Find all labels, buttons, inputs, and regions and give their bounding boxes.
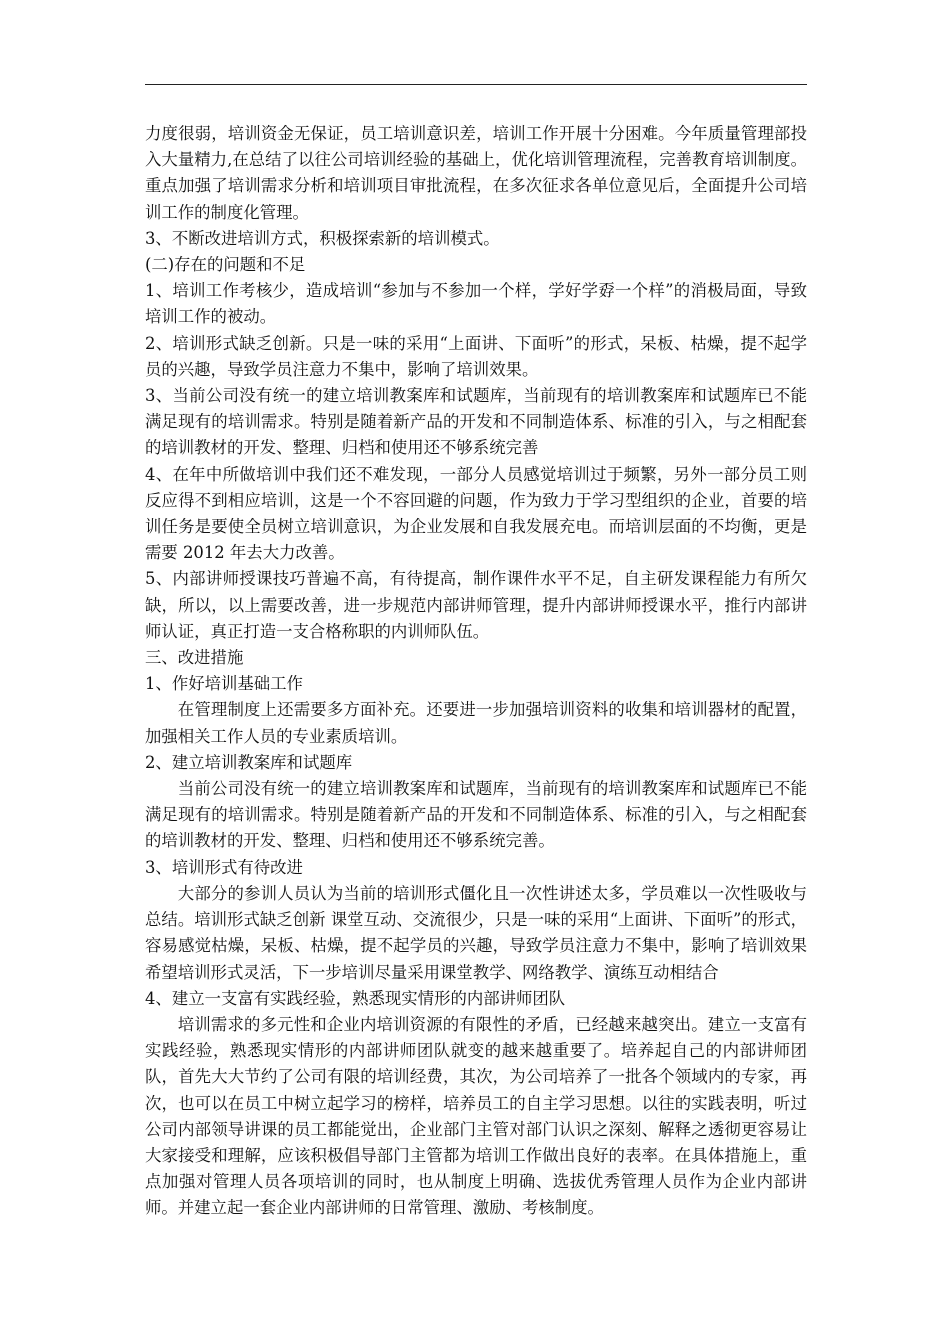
paragraph-problem-4: 4、在年中所做培训中我们还不难发现，一部分人员感觉培训过于频繁，另外一部分员工则反应得不到相应培训，这是一个不容回避的问题，作为致力于学习型组织的企业，首要的培训任务是要使全员树立培训意识，为企业发展和自我发展充电。而培训层面的不均衡，更是需要 2012 年去大力改善。 xyxy=(145,464,807,563)
paragraph-2: 3、不断改进培训方式，积极探索新的培训模式。 xyxy=(145,228,500,248)
header-rule xyxy=(145,84,807,85)
section-heading-measures: 三、改进措施 xyxy=(145,648,244,668)
measure-body-4: 培训需求的多元性和企业内培训资源的有限性的矛盾，已经越来越突出。建立一支富有实践经验，熟悉现实情形的内部讲师团队就变的越来越重要了。培养起自己的内部讲师团队，首先大大节约了公司有限的培训经费，其次，为公司培养了一批各个领域内的专家，再次，也可以在员工中树立起学习的榜样，培养员工的自主学习思想。以往的实践表明，听过公司内部领导讲课的员工都能觉出，企业部门主管对部门认识之深刻、解释之透彻更容易让大家接受和理解，应该积极倡导部门主管都为培训工作做出良好的表率。在具体措施上，重点加强对管理人员各项培训的同时，也从制度上明确、选拔优秀管理人员作为企业内部讲师。并建立起一套企业内部讲师的日常管理、激励、考核制度。 xyxy=(145,1014,807,1218)
paragraph-problem-1: 1、培训工作考核少，造成培训“参加与不参加一个样，学好学孬一个样”的消极局面，导致培训工作的被动。 xyxy=(145,281,807,327)
measure-heading-4: 4、建立一支富有实践经验，熟悉现实情形的内部讲师团队 xyxy=(145,988,566,1008)
document-body xyxy=(145,121,807,1222)
section-heading-problems: (二)存在的问题和不足 xyxy=(145,255,306,275)
measure-body-1: 在管理制度上还需要多方面补充。还要进一步加强培训资料的收集和培训器材的配置，加强相关工作人员的专业素质培训。 xyxy=(145,700,807,746)
measure-body-2: 当前公司没有统一的建立培训教案库和试题库，当前现有的培训教案库和试题库已不能满足现有的培训需求。特别是随着新产品的开发和不同制造体系、标准的引入，与之相配套的培训教材的开发、整理、归档和使用还不够系统完善。 xyxy=(145,779,807,851)
paragraph-problem-2: 2、培训形式缺乏创新。只是一味的采用“上面讲、下面听”的形式，呆板、枯燥，提不起学员的兴趣，导致学员注意力不集中，影响了培训效果。 xyxy=(145,333,807,379)
measure-heading-1: 1、作好培训基础工作 xyxy=(145,674,303,694)
measure-body-3: 大部分的参训人员认为当前的培训形式僵化且一次性讲述太多，学员难以一次性吸收与总结。培训形式缺乏创新 课堂互动、交流很少，只是一味的采用“上面讲、下面听”的形式，容易感觉枯燥，呆板、枯燥，提不起学员的兴趣，导致学员注意力不集中，影响了培训效果希望培训形式灵活，下一步培训尽量采用课堂教学、网络教学、演练互动相结合 xyxy=(145,883,807,982)
paragraph-problem-3: 3、当前公司没有统一的建立培训教案库和试题库，当前现有的培训教案库和试题库已不能满足现有的培训需求。特别是随着新产品的开发和不同制造体系、标准的引入，与之相配套的培训教材的开发、整理、归档和使用还不够系统完善 xyxy=(145,386,807,458)
paragraph-problem-5: 5、内部讲师授课技巧普遍不高，有待提高，制作课件水平不足，自主研发课程能力有所欠缺，所以，以上需要改善，进一步规范内部讲师管理，提升内部讲师授课水平，推行内部讲师认证，真正打造一支合格称职的内训师队伍。 xyxy=(145,569,807,641)
measure-heading-2: 2、建立培训教案库和试题库 xyxy=(145,752,353,772)
measure-heading-3: 3、培训形式有待改进 xyxy=(145,857,303,877)
paragraph-1: 力度很弱，培训资金无保证，员工培训意识差，培训工作开展十分困难。今年质量管理部投入大量精力,在总结了以往公司培训经验的基础上，优化培训管理流程，完善教育培训制度。重点加强了培训需求分析和培训项目审批流程，在多次征求各单位意见后，全面提升公司培训工作的制度化管理。 xyxy=(145,124,807,222)
